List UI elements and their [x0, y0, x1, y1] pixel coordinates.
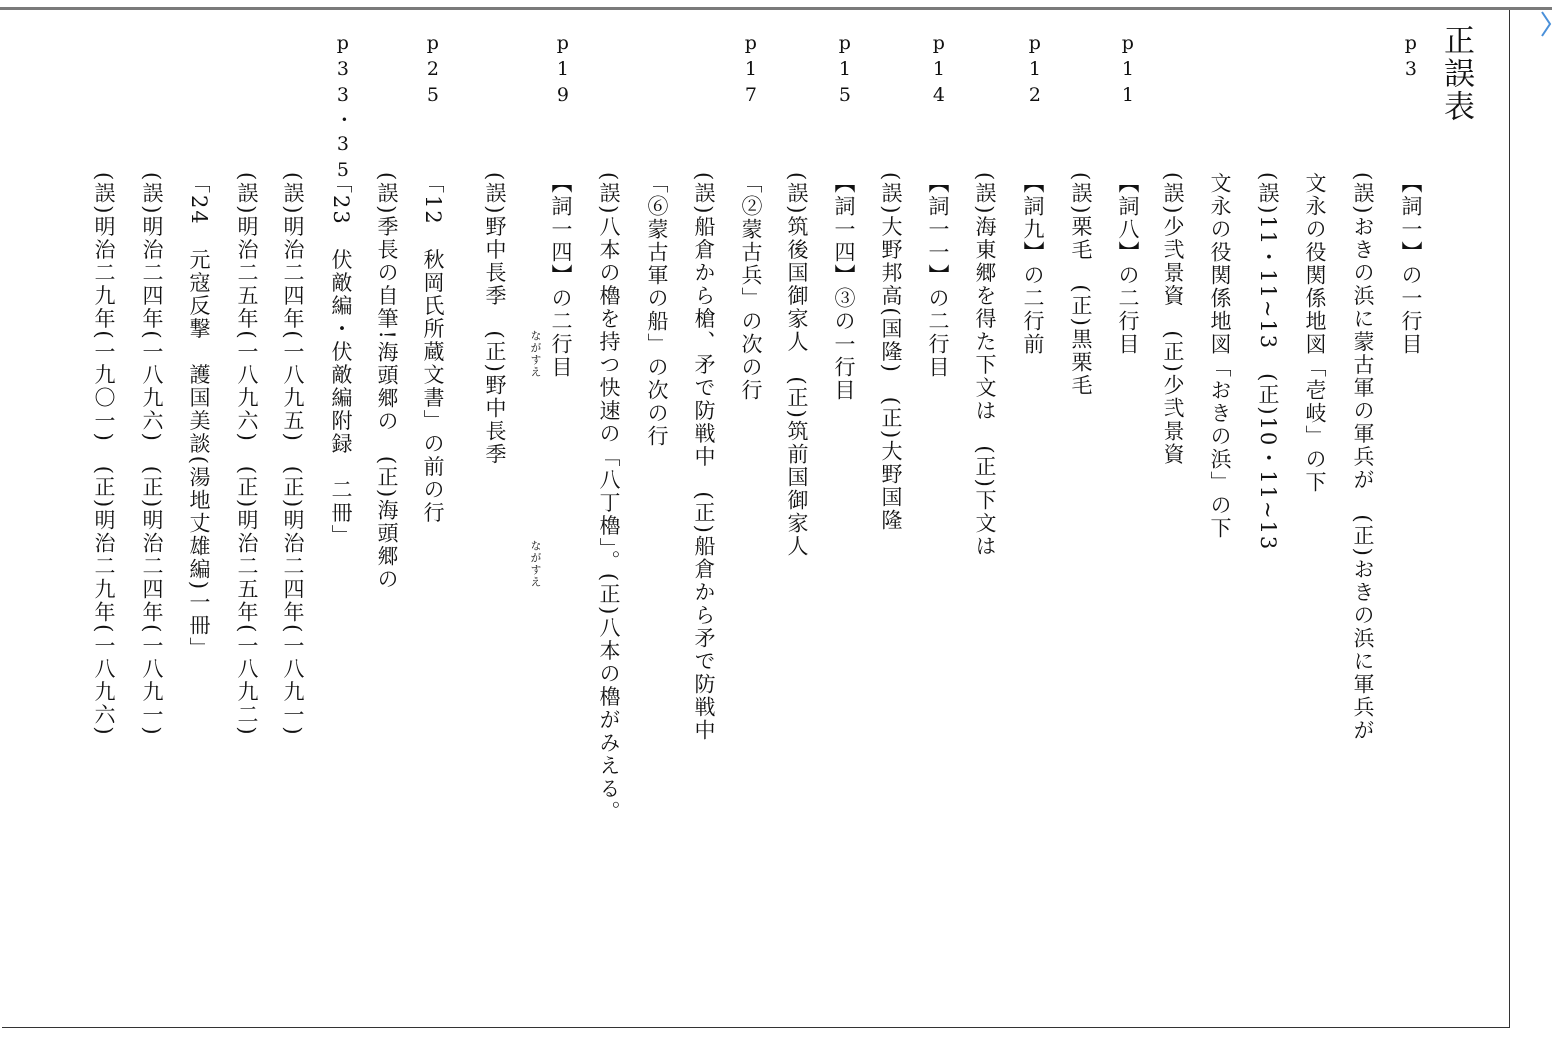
- entry-text: (誤)少弐景資 (正)少弐景資: [1161, 172, 1185, 466]
- page-title: 正誤表: [1438, 24, 1474, 123]
- page-ref-p25: p25: [421, 32, 444, 110]
- entry-text: 文永の役関係地図「おきの浜」の下: [1208, 172, 1232, 540]
- entry-text: (誤)船倉から槍、矛で防戦中 (正)船倉から矛で防戦中: [692, 172, 716, 742]
- page-ref-p12: p12: [1023, 32, 1046, 110]
- entry-text: 文永の役関係地図「壱岐」の下: [1303, 172, 1327, 494]
- corner-arrow-icon[interactable]: [1512, 10, 1552, 40]
- page-ref-p17: p17: [739, 32, 762, 110]
- entry-text: 「24 元寇反撃 護国美談(湯地丈雄編)一冊」: [187, 172, 211, 661]
- entry-text: 【詞一一】の二行目: [926, 172, 950, 379]
- entry-text: (誤)野中長季 (正)野中長季: [483, 172, 507, 466]
- page-ref-p3: p3: [1399, 32, 1422, 84]
- page-ref-p33-35: p33・35: [331, 32, 354, 185]
- entry-text: (誤)明治二五年(一八九六) (正)明治二五年(一八九二): [235, 172, 259, 737]
- entry-text: 【詞一四】③の一行目: [832, 172, 856, 402]
- entry-text: 「12 秋岡氏所蔵文書」の前の行: [421, 172, 445, 525]
- entry-text: (誤)季長の自筆!海頭郷の (正)海頭郷の: [375, 172, 399, 592]
- entry-text: (誤)大野邦高(国隆) (正)大野国隆: [879, 172, 903, 533]
- errata-sheet: [2, 10, 1510, 1028]
- page-ref-p14: p14: [927, 32, 950, 110]
- ruby-text: ながすえ: [529, 540, 542, 588]
- entry-text: (誤)海東郷を得た下文は (正)下文は: [973, 172, 997, 558]
- entry-text: 【詞一四】の二行目: [549, 172, 573, 379]
- entry-text: 【詞八】の二行目: [1116, 172, 1140, 356]
- entry-text: 「23 伏敵編・伏敵編附録 二冊」: [329, 172, 353, 548]
- entry-text: 「②蒙古兵」の次の行: [739, 172, 763, 402]
- entry-text: (誤)筑後国御家人 (正)筑前国御家人: [785, 172, 809, 558]
- entry-text: (誤)八本の櫓を持つ快速の「八丁櫓」。(正)八本の櫓がみえる。: [597, 172, 621, 824]
- entry-text: (誤)11・11~13 (正)10・11~13: [1256, 172, 1280, 552]
- entry-text: (誤)明治二四年(一八九六) (正)明治二四年(一八九一): [140, 172, 164, 737]
- entry-text: (誤)おきの浜に蒙古軍の軍兵が (正)おきの浜に軍兵が: [1351, 172, 1375, 742]
- ruby-text: ながすえ: [529, 330, 542, 378]
- entry-text: 【詞九】の二行前: [1021, 172, 1045, 356]
- entry-text: (誤)明治二九年(一九〇一) (正)明治二九年(一八九六): [92, 172, 116, 737]
- entry-text: 【詞一】の一行目: [1399, 172, 1423, 356]
- entry-text: (誤)明治二四年(一八九五) (正)明治二四年(一八九一): [281, 172, 305, 737]
- page-ref-p15: p15: [833, 32, 856, 110]
- entry-text: 「⑥蒙古軍の船」の次の行: [645, 172, 669, 448]
- page-ref-p19: p19: [551, 32, 574, 110]
- entry-text: (誤)栗毛 (正)黒栗毛: [1069, 172, 1093, 397]
- page-ref-p11: p11: [1116, 32, 1139, 110]
